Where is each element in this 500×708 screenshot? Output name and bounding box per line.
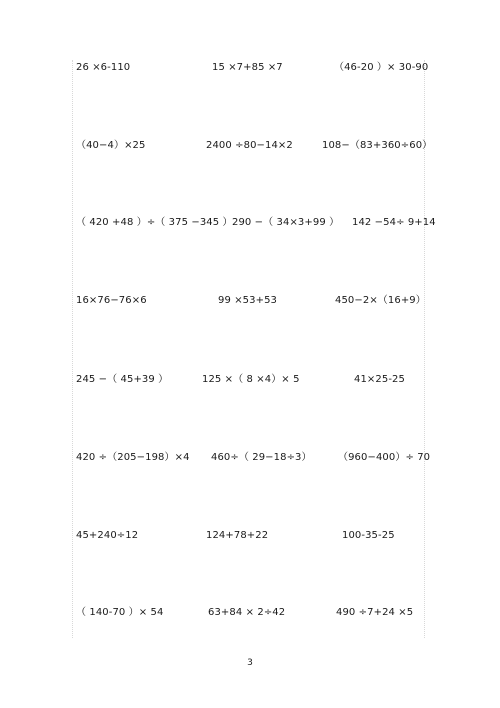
- math-problem: 142 −54÷ 9+14: [352, 217, 436, 228]
- problem-row: [0, 372, 500, 388]
- problem-row: [0, 293, 500, 309]
- math-problem: 108−（83+360÷60）: [322, 140, 433, 151]
- math-problem: 125 ×（ 8 ×4）× 5: [202, 374, 300, 385]
- math-problem: 26 ×6-110: [76, 62, 131, 73]
- math-problem: 16×76−76×6: [76, 295, 147, 306]
- math-problem: （960−400）÷ 70: [338, 452, 431, 463]
- problem-row: [0, 138, 500, 154]
- problem-row: [0, 528, 500, 544]
- math-problem: 63+84 × 2÷42: [208, 607, 286, 618]
- math-problem: （ 140-70 ）× 54: [76, 607, 164, 618]
- math-problem: 490 ÷7+24 ×5: [336, 607, 414, 618]
- math-problem: 460÷（ 29−18÷3）: [211, 452, 312, 463]
- math-problem: （40−4）×25: [76, 140, 146, 151]
- math-problem: 245 −（ 45+39 ）: [76, 374, 169, 385]
- math-problem: 2400 ÷80−14×2: [206, 140, 293, 151]
- math-problem: 41×25-25: [354, 374, 405, 385]
- problem-row: [0, 215, 500, 231]
- math-problem: 450−2×（16+9）: [335, 295, 426, 306]
- math-problem: 45+240÷12: [76, 530, 139, 541]
- math-problem: 124+78+22: [206, 530, 269, 541]
- problem-row: [0, 450, 500, 466]
- math-problem: （46-20 ）× 30-90: [334, 62, 429, 73]
- math-problem: 420 ÷（205−198）×4: [76, 452, 190, 463]
- math-problem: 15 ×7+85 ×7: [212, 62, 283, 73]
- math-problem: 100-35-25: [342, 530, 395, 541]
- page-number: 3: [247, 658, 253, 668]
- math-problem: （ 420 +48 ）÷（ 375 −345 ）: [76, 217, 233, 228]
- math-problem: 290 −（ 34×3+99 ）: [232, 217, 340, 228]
- math-problem: 99 ×53+53: [218, 295, 278, 306]
- problem-row: [0, 605, 500, 621]
- problem-row: [0, 60, 500, 76]
